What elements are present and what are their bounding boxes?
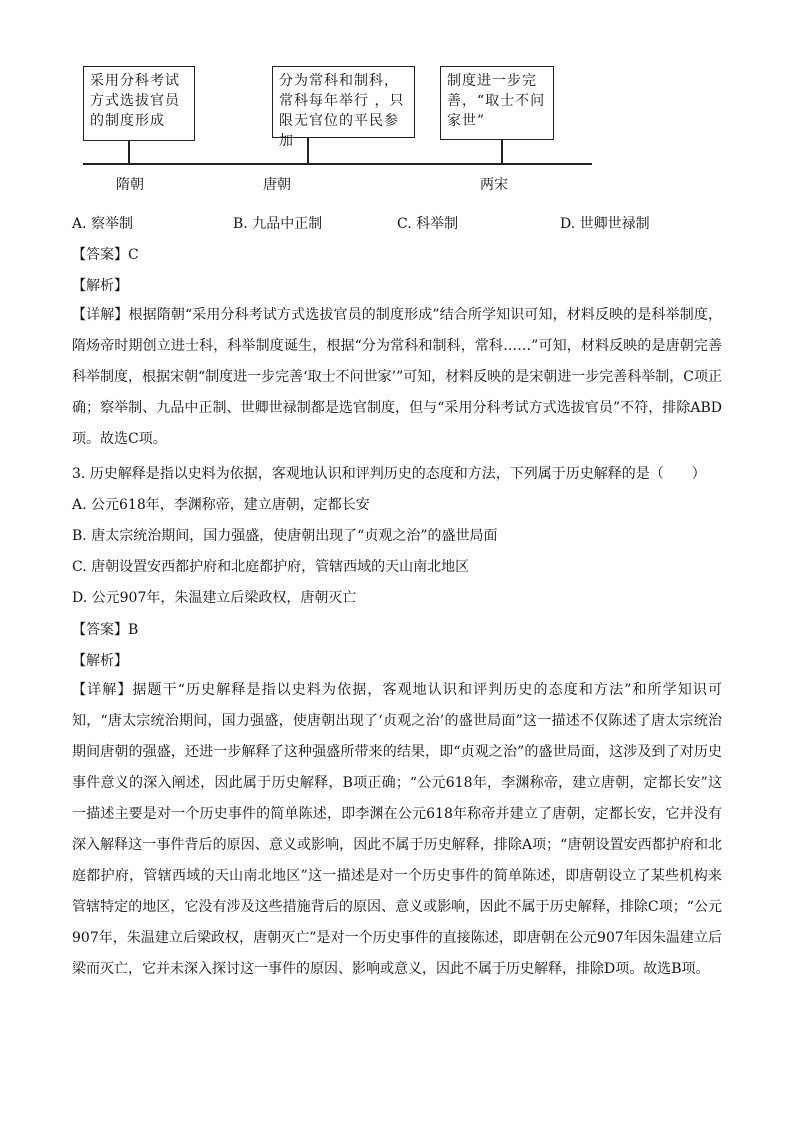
q3-option-b: B. 唐太宗统治期间，国力强盛，使唐朝出现了“贞观之治”的盛世局面	[72, 528, 498, 544]
q2-analysis-label: 【解析】	[72, 278, 128, 294]
timeline-tick-tang	[307, 138, 309, 163]
q2-option-c: C. 科举制	[397, 216, 459, 232]
era-label-song: 两宋	[480, 177, 508, 193]
q3-stem: 3. 历史解释是指以史料为依据，客观地认识和评判历史的态度和方法，下列属于历史解释的是（ ）	[72, 466, 706, 482]
q3-detail: 【详解】据题干“历史解释是指以史料为依据，客观地认识和评判历史的态度和方法”和所学知识可知，“唐太宗统治期间，国力强盛，使唐朝出现了‘贞观之治’的盛世局面”这一描述不仅陈述了唐太宗统治期间唐朝的强盛，还进一步解释了这种强盛所带来的结果，即“贞观之治”的盛世局面，这涉及到了对历史事件意义的深入阐述，因此属于历史解释，B项正确；“公元618年，李渊称帝，建立唐朝，定都长安”这一描述主要是对一个历史事件的简单陈述，即李渊在公元618年称帝并建立了唐朝，定都长安，它并没有深入解释这一事件背后的原因、意义或影响，因此不属于历史解释，排除A项；“唐朝设置安西都护府和北庭都护府，管辖西域的天山南北地区”这一描述是对一个历史事件的简单陈述，即唐朝设立了某些机构来管辖特定的地区，它没有涉及这些措施背后的原因、意义或影响，因此不属于历史解释，排除C项；“公元907年，朱温建立后梁政权，唐朝灭亡”是对一个历史事件的直接陈述，即唐朝在公元907年因朱温建立后梁而灭亡，它并未深入探讨这一事件的原因、影响或意义，因此不属于历史解释，排除D项。故选B项。	[72, 682, 722, 977]
q3-option-c: C. 唐朝设置安西都护府和北庭都护府，管辖西域的天山南北地区	[72, 559, 470, 575]
era-label-tang: 唐朝	[263, 177, 291, 193]
timeline-box-sui: 采用分科考试方式选拔官员的制度形成	[83, 66, 195, 141]
q3-analysis-label: 【解析】	[72, 653, 128, 669]
q3-option-d: D. 公元907年，朱温建立后梁政权，唐朝灭亡	[72, 590, 357, 606]
q2-option-a: A. 察举制	[72, 216, 134, 232]
q2-detail: 【详解】根据隋朝“采用分科考试方式选拔官员的制度形成”结合所学知识可知，材料反映的是科举制度，隋炀帝时期创立进士科，科举制度诞生，根据“分为常科和制科，常科……”可知，材料反映的是唐朝完善科举制度，根据宋朝“制度进一步完善‘取士不问世家’”可知，材料反映的是宋朝进一步完善科举制，C项正确；察举制、九品中正制、世卿世禄制都是选官制度，但与“采用分科考试方式选拔官员”不符，排除ABD项。故选C项。	[72, 307, 722, 447]
q3-answer: 【答案】B	[72, 622, 139, 638]
timeline-tick-song	[501, 140, 503, 163]
timeline-box-song: 制度进一步完善，“取士不问家世”	[440, 66, 554, 140]
q3-option-a: A. 公元618年，李渊称帝，建立唐朝，定都长安	[72, 497, 370, 513]
q2-answer: 【答案】C	[72, 247, 139, 263]
era-label-sui: 隋朝	[116, 177, 144, 193]
timeline-box-tang: 分为常科和制科，常科每年举行 ，只限无官位的平民参加	[272, 66, 415, 138]
q2-option-b: B. 九品中正制	[233, 216, 323, 232]
timeline-axis	[83, 163, 592, 165]
q2-option-d: D. 世卿世禄制	[560, 216, 650, 232]
timeline-tick-sui	[128, 141, 130, 163]
